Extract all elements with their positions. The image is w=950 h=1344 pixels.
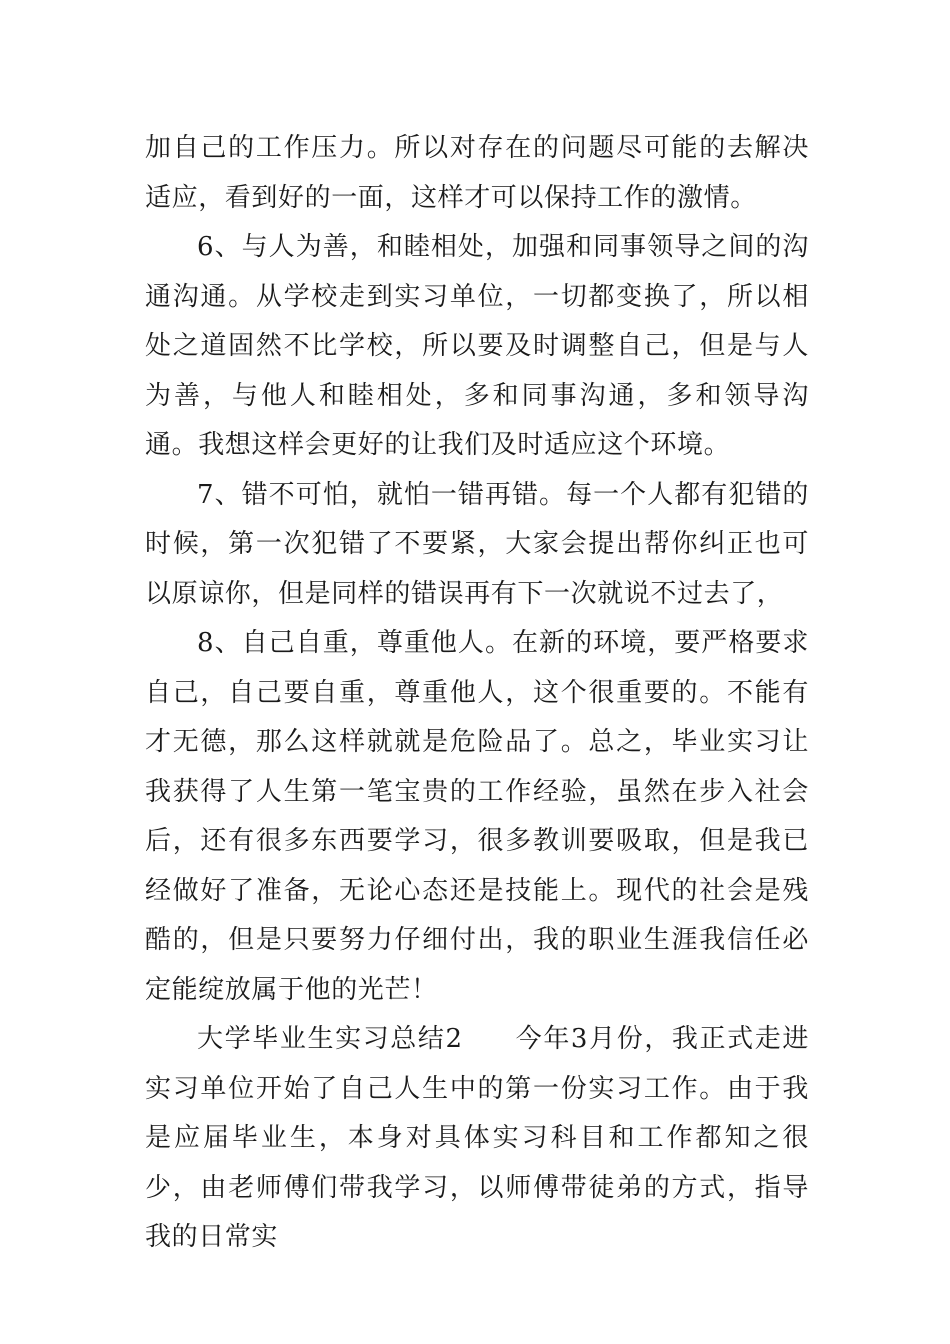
section-2-text: 今年3月份，我正式走进实习单位开始了自己人生中的第一份实习工作。由于我是应届毕业生，本身对具体实习科目和工作都知之很少，由老师傅们带我学习，以师傅带徒弟的方式，指导我的日常实 bbox=[145, 1024, 809, 1252]
paragraph-item-7: 7、错不可怕，就怕一错再错。每一个人都有犯错的时候，第一次犯错了不要紧，大家会提出帮你纠正也可以原谅你，但是同样的错误再有下一次就说不过去了， bbox=[145, 479, 809, 609]
paragraph-section-2 bbox=[145, 1015, 809, 1263]
section-2-heading: 大学毕业生实习总结2 bbox=[197, 1024, 463, 1054]
paragraph-continuation: 加自己的工作压力。所以对存在的问题尽可能的去解决适应，看到好的一面，这样才可以保持工作的激情。 bbox=[145, 133, 809, 213]
document-body bbox=[145, 124, 809, 1263]
paragraph-item-8: 8、自己自重，尊重他人。在新的环境，要严格要求自己，自己要自重，尊重他人，这个很重要的。不能有才无德，那么这样就就是危险品了。总之，毕业实习让我获得了人生第一笔宝贵的工作经验，虽然在步入社会后，还有很多东西要学习，很多教训要吸取，但是我已经做好了准备，无论心态还是技能上。现代的社会是残酷的，但是只要努力仔细付出，我的职业生涯我信任必定能绽放属于他的光芒！ bbox=[145, 628, 809, 1005]
paragraph-item-6: 6、与人为善，和睦相处，加强和同事领导之间的沟通沟通。从学校走到实习单位，一切都变换了，所以相处之道固然不比学校，所以要及时调整自己，但是与人为善，与他人和睦相处，多和同事沟通，多和领导沟通。我想这样会更好的让我们及时适应这个环境。 bbox=[145, 232, 809, 460]
